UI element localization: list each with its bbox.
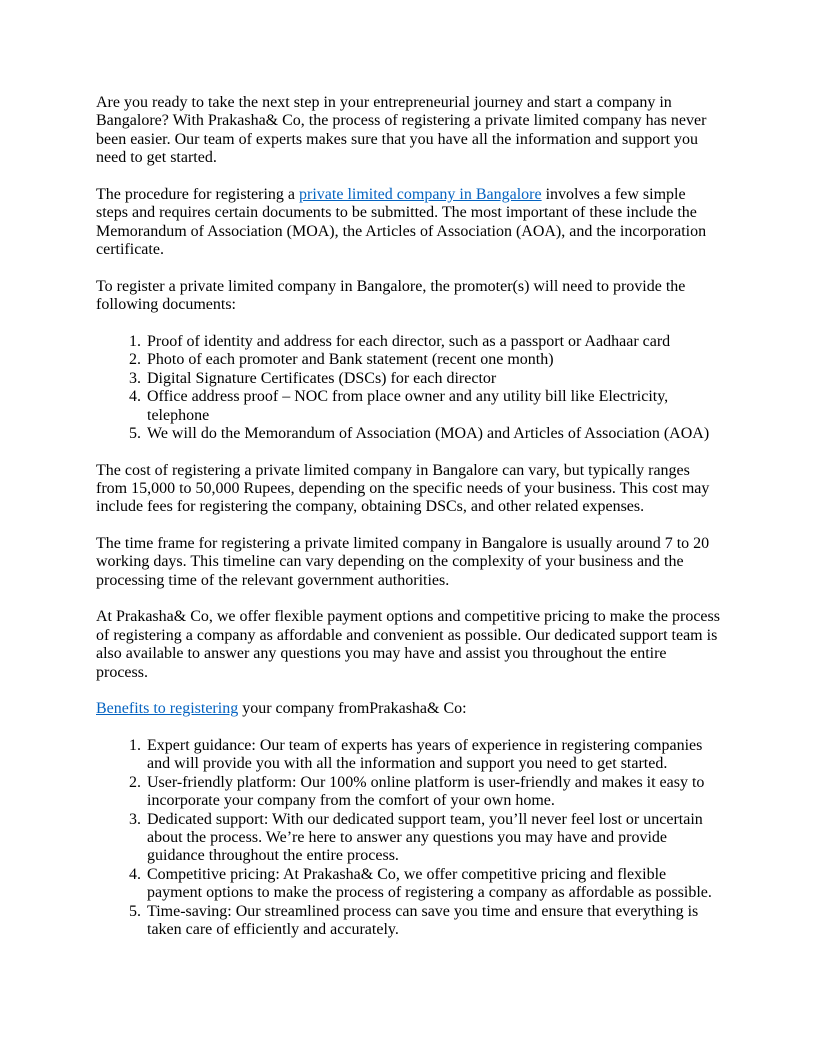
benefits-list-item: 4. Competitive pricing: At Prakasha& Co, we offer competitive pricing and flexible payment options to make the process of registering a company as affordable as possible. <box>145 866 720 903</box>
benefits-list-item: 1. Expert guidance: Our team of experts has years of experience in registering companies and will provide you with all the information and support you need to get started. <box>145 737 720 774</box>
procedure-paragraph <box>96 186 720 260</box>
register-intro-paragraph: To register a private limited company in Bangalore, the promoter(s) will need to provide the following documents: <box>96 277 686 314</box>
intro-paragraph: Are you ready to take the next step in your entrepreneurial journey and start a company in Bangalore? With Prakasha& Co, the process of registering a private limited company has never been easier. Our team of experts makes sure that you have all the information and support you need to get started. <box>96 94 707 167</box>
benefits-list-item: 3. Dedicated support: With our dedicated support team, you’ll never feel lost or uncertain about the process. We’re here to answer any questions you may have and provide guidance throughout the entire process. <box>145 811 720 866</box>
procedure-text-after: involves a few simple steps and requires certain documents to be submitted. The most important of these include the Memorandum of Association (MOA), the Articles of Association (AOA), and the incorporation certificate. <box>96 185 707 259</box>
benefits-list-item: 2. User-friendly platform: Our 100% online platform is user-friendly and makes it easy to incorporate your company from the comfort of your own home. <box>145 774 720 811</box>
documents-list-item: 1. Proof of identity and address for each director, such as a passport or Aadhaar card <box>145 333 720 351</box>
documents-list-item: 3. Digital Signature Certificates (DSCs) for each director <box>145 370 720 388</box>
documents-list-item: 2. Photo of each promoter and Bank statement (recent one month) <box>145 351 720 369</box>
cost-paragraph: The cost of registering a private limited company in Bangalore can vary, but typically ranges from 15,000 to 50,000 Rupees, depending on the specific needs of your business. This cost may include fees for registering the company, obtaining DSCs, and other related expenses. <box>96 461 710 516</box>
benefits-list-item: 5. Time-saving: Our streamlined process can save you time and ensure that everything is taken care of efficiently and accurately. <box>145 903 720 940</box>
timeframe-paragraph: The time frame for registering a private limited company in Bangalore is usually around 7 to 20 working days. This timeline can vary depending on the complexity of your business and the processing time of the relevant government authorities. <box>96 534 710 589</box>
documents-list <box>96 333 720 444</box>
benefits-to-registering-link[interactable]: Benefits to registering <box>96 700 239 718</box>
support-paragraph: At Prakasha& Co, we offer flexible payment options and competitive pricing to make the process of registering a company as affordable and convenient as possible. Our dedicated support team is also available to answer any questions you may have and assist you throughout the entire process. <box>96 608 720 681</box>
procedure-text-before: The procedure for registering a <box>96 185 300 203</box>
benefits-list <box>96 737 720 940</box>
benefits-heading <box>96 700 720 718</box>
documents-list-item: 4. Office address proof – NOC from place owner and any utility bill like Electricity, telephone <box>145 388 720 425</box>
documents-list-item: 5. We will do the Memorandum of Association (MOA) and Articles of Association (AOA) <box>145 425 720 443</box>
private-limited-company-link[interactable]: private limited company in Bangalore <box>299 185 542 203</box>
benefits-heading-after: your company fromPrakasha& Co: <box>238 700 467 718</box>
